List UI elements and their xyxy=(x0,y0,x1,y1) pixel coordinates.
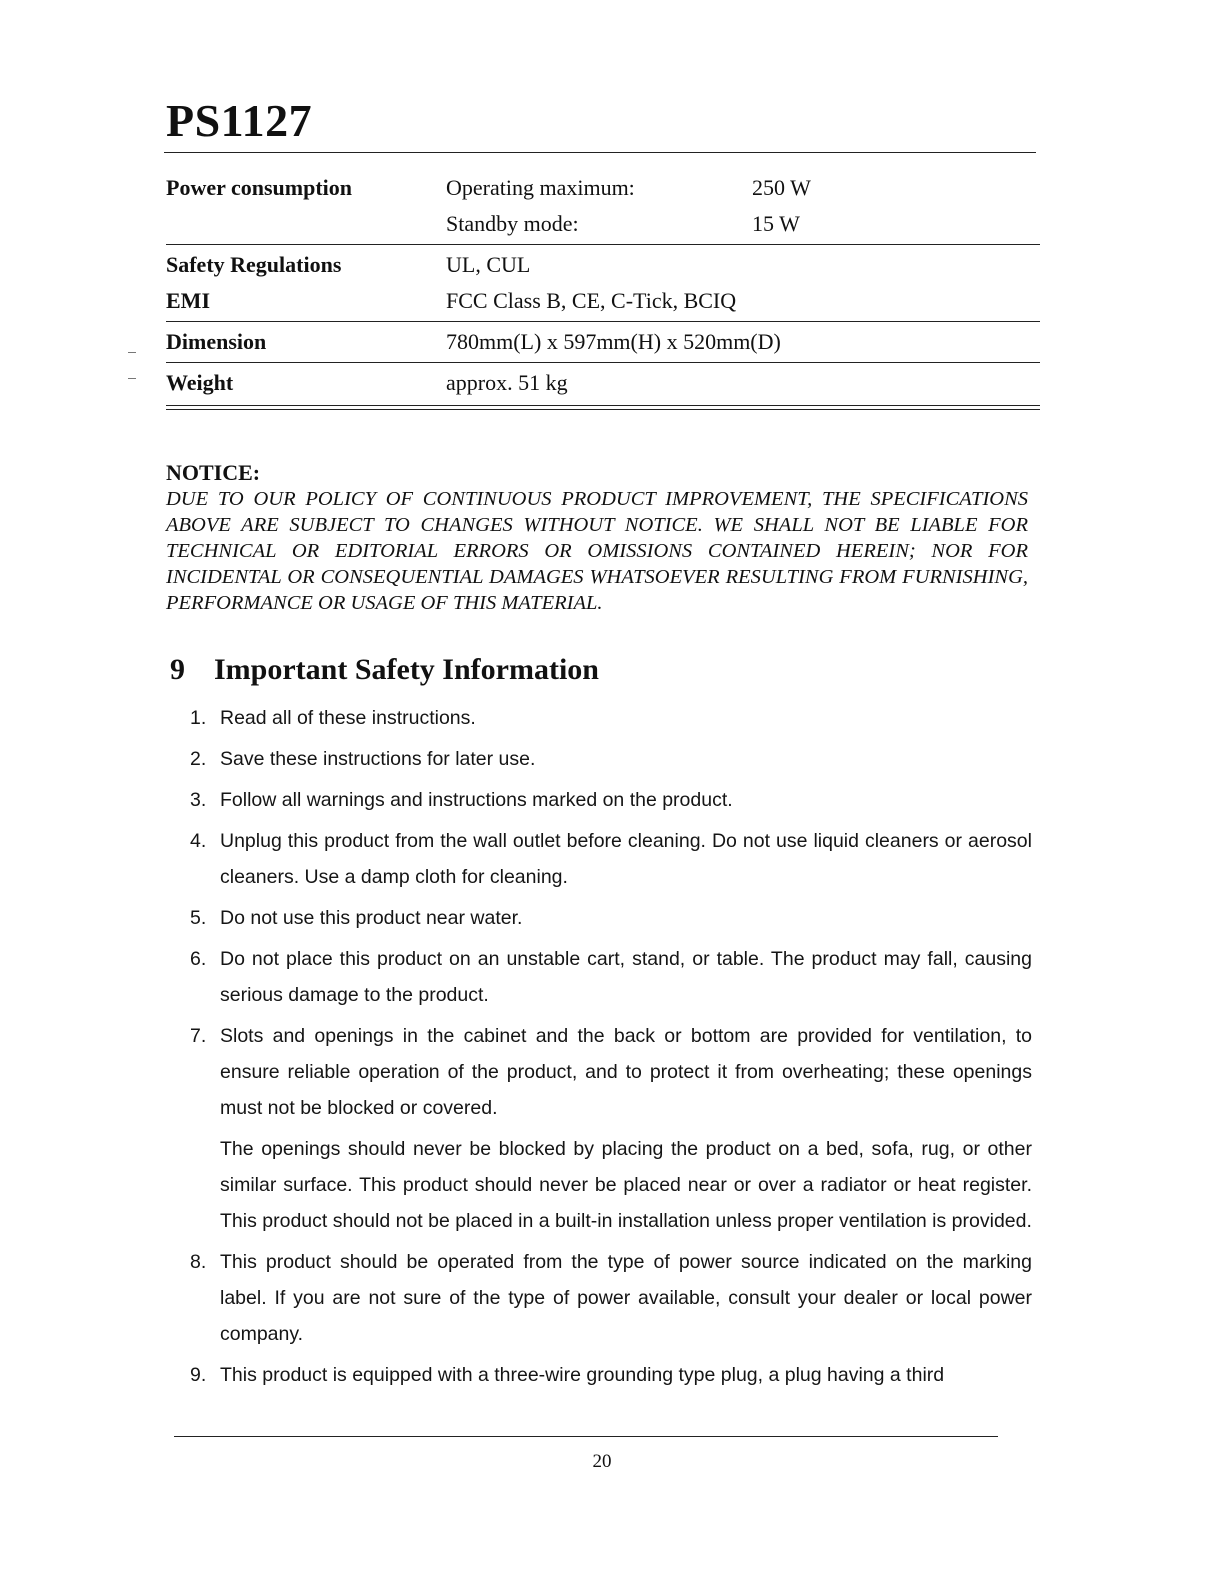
item-text: This product is equipped with a three-wire grounding type plug, a plug having a third xyxy=(220,1364,945,1386)
spec-label-safety: Safety Regulations xyxy=(166,252,342,277)
spec-key-standby: Standby mode: xyxy=(446,211,579,236)
list-item xyxy=(190,1244,1032,1352)
list-item xyxy=(190,1018,1032,1239)
item-text xyxy=(220,1018,1032,1239)
item-number: 1. xyxy=(190,707,207,729)
spec-row-power xyxy=(166,168,1040,244)
item-number: 4. xyxy=(190,830,207,852)
page-number: 20 xyxy=(592,1451,612,1472)
notice-block xyxy=(166,460,1028,616)
spec-row-dimension xyxy=(166,322,1040,362)
list-item xyxy=(190,700,1032,736)
notice-heading: NOTICE: xyxy=(166,460,261,485)
spec-value-emi: FCC Class B, CE, C-Tick, BCIQ xyxy=(446,288,737,313)
item-text: Unplug this product from the wall outlet before cleaning. Do not use liquid cleaners or aerosol cleaners. Use a damp cloth for cleaning. xyxy=(220,830,1032,888)
spec-label-power: Power consumption xyxy=(166,175,352,200)
section-number: 9 xyxy=(170,653,185,686)
list-item xyxy=(190,782,1032,818)
list-item xyxy=(190,741,1032,777)
section-heading xyxy=(170,650,599,690)
specifications-table xyxy=(166,168,1040,410)
list-item xyxy=(190,1357,1032,1393)
item-number: 3. xyxy=(190,789,207,811)
title-divider xyxy=(164,152,1036,153)
spec-key-operating: Operating maximum: xyxy=(446,175,635,200)
item-number: 2. xyxy=(190,748,207,770)
spec-label-dimension: Dimension xyxy=(166,329,267,354)
item-text: Save these instructions for later use. xyxy=(220,748,536,770)
spec-row-regulations xyxy=(166,245,1040,321)
item-text: This product should be operated from the type of power source indicated on the marking label. If you are not sure of the type of power available, consult your dealer or local power company. xyxy=(220,1251,1032,1345)
list-item xyxy=(190,823,1032,895)
spec-row-weight xyxy=(166,363,1040,403)
item-number: 8. xyxy=(190,1251,207,1273)
item-text: Do not place this product on an unstable cart, stand, or table. The product may fall, causing serious damage to the product. xyxy=(220,948,1032,1006)
item-text: Do not use this product near water. xyxy=(220,907,523,929)
spec-value-standby: 15 W xyxy=(752,211,800,236)
item-number: 6. xyxy=(190,948,207,970)
page-title: PS1127 xyxy=(166,95,313,146)
item-paragraph: Slots and openings in the cabinet and the back or bottom are provided for ventilation, to ensure reliable operation of the product, and to protect it from overheating; these openings must not be blocked or covered. xyxy=(220,1025,1032,1119)
spec-label-weight: Weight xyxy=(166,370,234,395)
footer-divider xyxy=(174,1436,998,1437)
item-text: Read all of these instructions. xyxy=(220,707,476,729)
spec-label-emi: EMI xyxy=(166,288,210,313)
table-bottom-double-rule xyxy=(166,405,1040,410)
list-item xyxy=(190,941,1032,1013)
spec-value-safety: UL, CUL xyxy=(446,252,531,277)
spec-value-dimension: 780mm(L) x 597mm(H) x 520mm(D) xyxy=(446,329,781,354)
item-text: Follow all warnings and instructions marked on the product. xyxy=(220,789,733,811)
item-number: 5. xyxy=(190,907,207,929)
item-paragraph: The openings should never be blocked by placing the product on a bed, sofa, rug, or other similar surface. This product should never be placed near or over a radiator or heat register. This product should not be placed in a built-in installation unless proper ventilation is provided. xyxy=(220,1138,1032,1232)
item-number: 9. xyxy=(190,1364,207,1386)
list-item xyxy=(190,900,1032,936)
notice-text: DUE TO OUR POLICY OF CONTINUOUS PRODUCT IMPROVEMENT, THE SPECIFICATIONS ABOVE ARE SUBJECT TO CHANGES WITHOUT NOTICE. WE SHALL NOT BE LIABLE FOR TECHNICAL OR EDITORIAL ERRORS OR OMISSIONS CONTAINED HEREIN; NOR FOR INCIDENTAL OR CONSEQUENTIAL DAMAGES WHATSOEVER RESULTING FROM FURNISHING, PERFORMANCE OR USAGE OF THIS MATERIAL. xyxy=(166,488,1028,614)
spec-value-weight: approx. 51 kg xyxy=(446,370,568,395)
section-title: Important Safety Information xyxy=(214,653,599,686)
margin-mark xyxy=(128,352,136,353)
margin-mark xyxy=(128,378,136,379)
spec-value-operating: 250 W xyxy=(752,175,811,200)
safety-instructions-list xyxy=(190,700,1032,1398)
item-number: 7. xyxy=(190,1025,207,1047)
